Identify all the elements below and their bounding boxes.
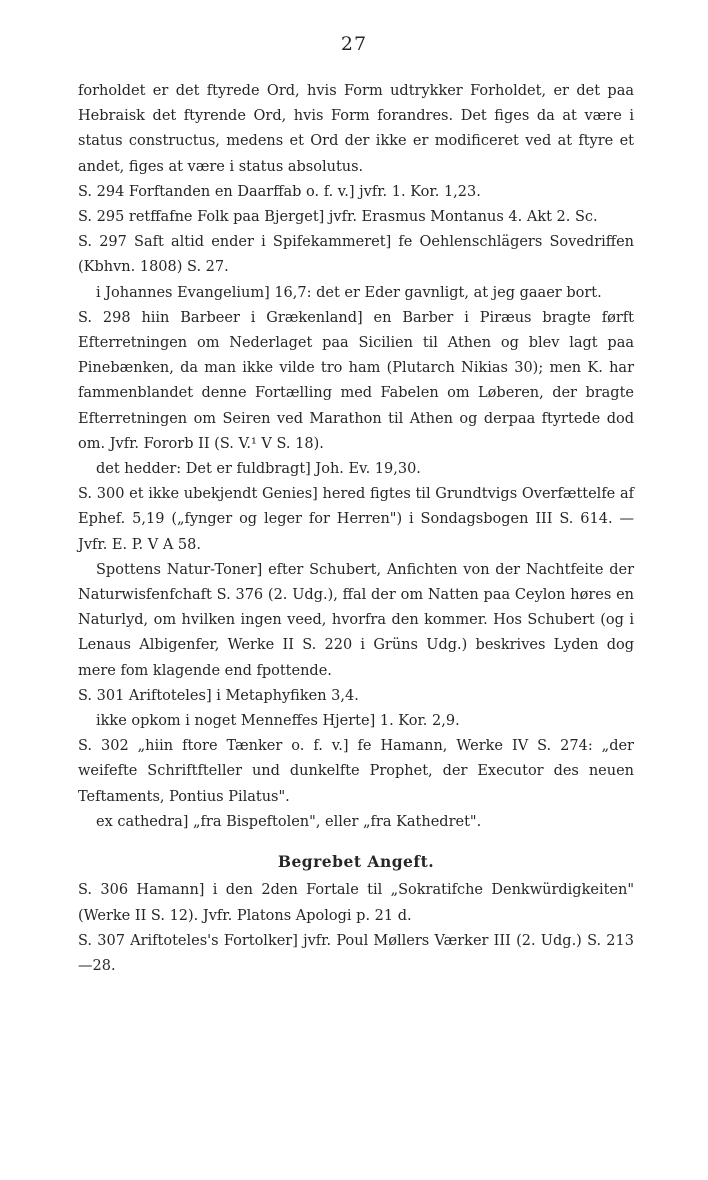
paragraph: S. 300 et ikke ubekjendt Genies] hered figtes til Grundtvigs Overfættelfe af Ephef. 5,19 („fynger og leger for Herren") i Sondagsbogen III S. 614. — Jvfr. E. P. V A 58. <box>78 486 634 553</box>
paragraph: i Johannes Evangelium] 16,7: det er Eder gavnligt, at jeg gaaer bort. <box>96 284 602 301</box>
paragraph: S. 307 Ariftoteles's Fortolker] jvfr. Poul Møllers Værker III (2. Udg.) S. 213—28. <box>78 932 634 974</box>
paragraph: S. 301 Ariftoteles] i Metaphyfiken 3,4. <box>78 687 359 704</box>
page-number: 27 <box>340 33 368 55</box>
paragraph: S. 295 retffafne Folk paa Bjerget] jvfr. Erasmus Montanus 4. Akt 2. Sc. <box>78 209 598 226</box>
paragraph: forholdet er det ftyrede Ord, hvis Form udtrykker Forholdet, er det paa Hebraisk det ftyrende Ord, hvis Form forandres. Det figes da at være i status constructus, medens et Ord der ikke er modificeret ved at ftyre et andet, figes at være i status absolutus. <box>78 83 634 175</box>
paragraph: det hedder: Det er fuldbragt] Joh. Ev. 19,30. <box>96 461 421 478</box>
paragraph: S. 306 Hamann] i den 2den Fortale til „Sokratifche Denkwürdigkeiten" (Werke II S. 12). Jvfr. Platons Apologi p. 21 d. <box>78 882 634 924</box>
paragraph: S. 302 „hiin ftore Tænker o. f. v.] fe Hamann, Werke IV S. 274: „der weifefte Schriftfteller und dunkelfte Prophet, der Executor des neuen Teftaments, Pontius Pilatus". <box>78 738 634 805</box>
paragraph: S. 297 Saft altid ender i Spifekammeret] fe Oehlenschlägers Sovedriffen (Kbhvn. 1808) S. 27. <box>78 234 634 276</box>
paragraph: ikke opkom i noget Menneffes Hjerte] 1. Kor. 2,9. <box>96 713 460 730</box>
paragraph: Spottens Natur-Toner] efter Schubert, Anfichten von der Nachtfeite der Naturwisfenfchaft S. 376 (2. Udg.), ffal der om Natten paa Ceylon høres en Naturlyd, om hvilken ingen veed, hvorfra den kommer. Hos Schubert (og i Lenaus Albigenfer, Werke II S. 220 i Grüns Udg.) beskrives Lyden dog mere fom klagende end fpottende. <box>78 561 634 679</box>
section-heading: Begrebet Angeft. <box>277 852 435 872</box>
paragraph: S. 298 hiin Barbeer i Grækenland] en Barber i Piræus bragte førft Efterretningen om Nederlaget paa Sicilien til Athen og blev lagt paa Pinebænken, da man ikke vilde tro ham (Plutarch Nikias 30); men K. har fammenblandet denne Fortælling med Fabelen om Løberen, der bragte Efterretningen om Seiren ved Marathon til Athen og derpaa ftyrtede dod om. Jvfr. Fororb II (S. V.¹ V S. 18). <box>78 309 634 452</box>
paragraph: S. 294 Forftanden en Daarffab o. f. v.] jvfr. 1. Kor. 1,23. <box>78 183 481 200</box>
paragraph: ex cathedra] „fra Bispeftolen", eller „fra Kathedret". <box>96 813 482 830</box>
text-block <box>78 79 634 979</box>
